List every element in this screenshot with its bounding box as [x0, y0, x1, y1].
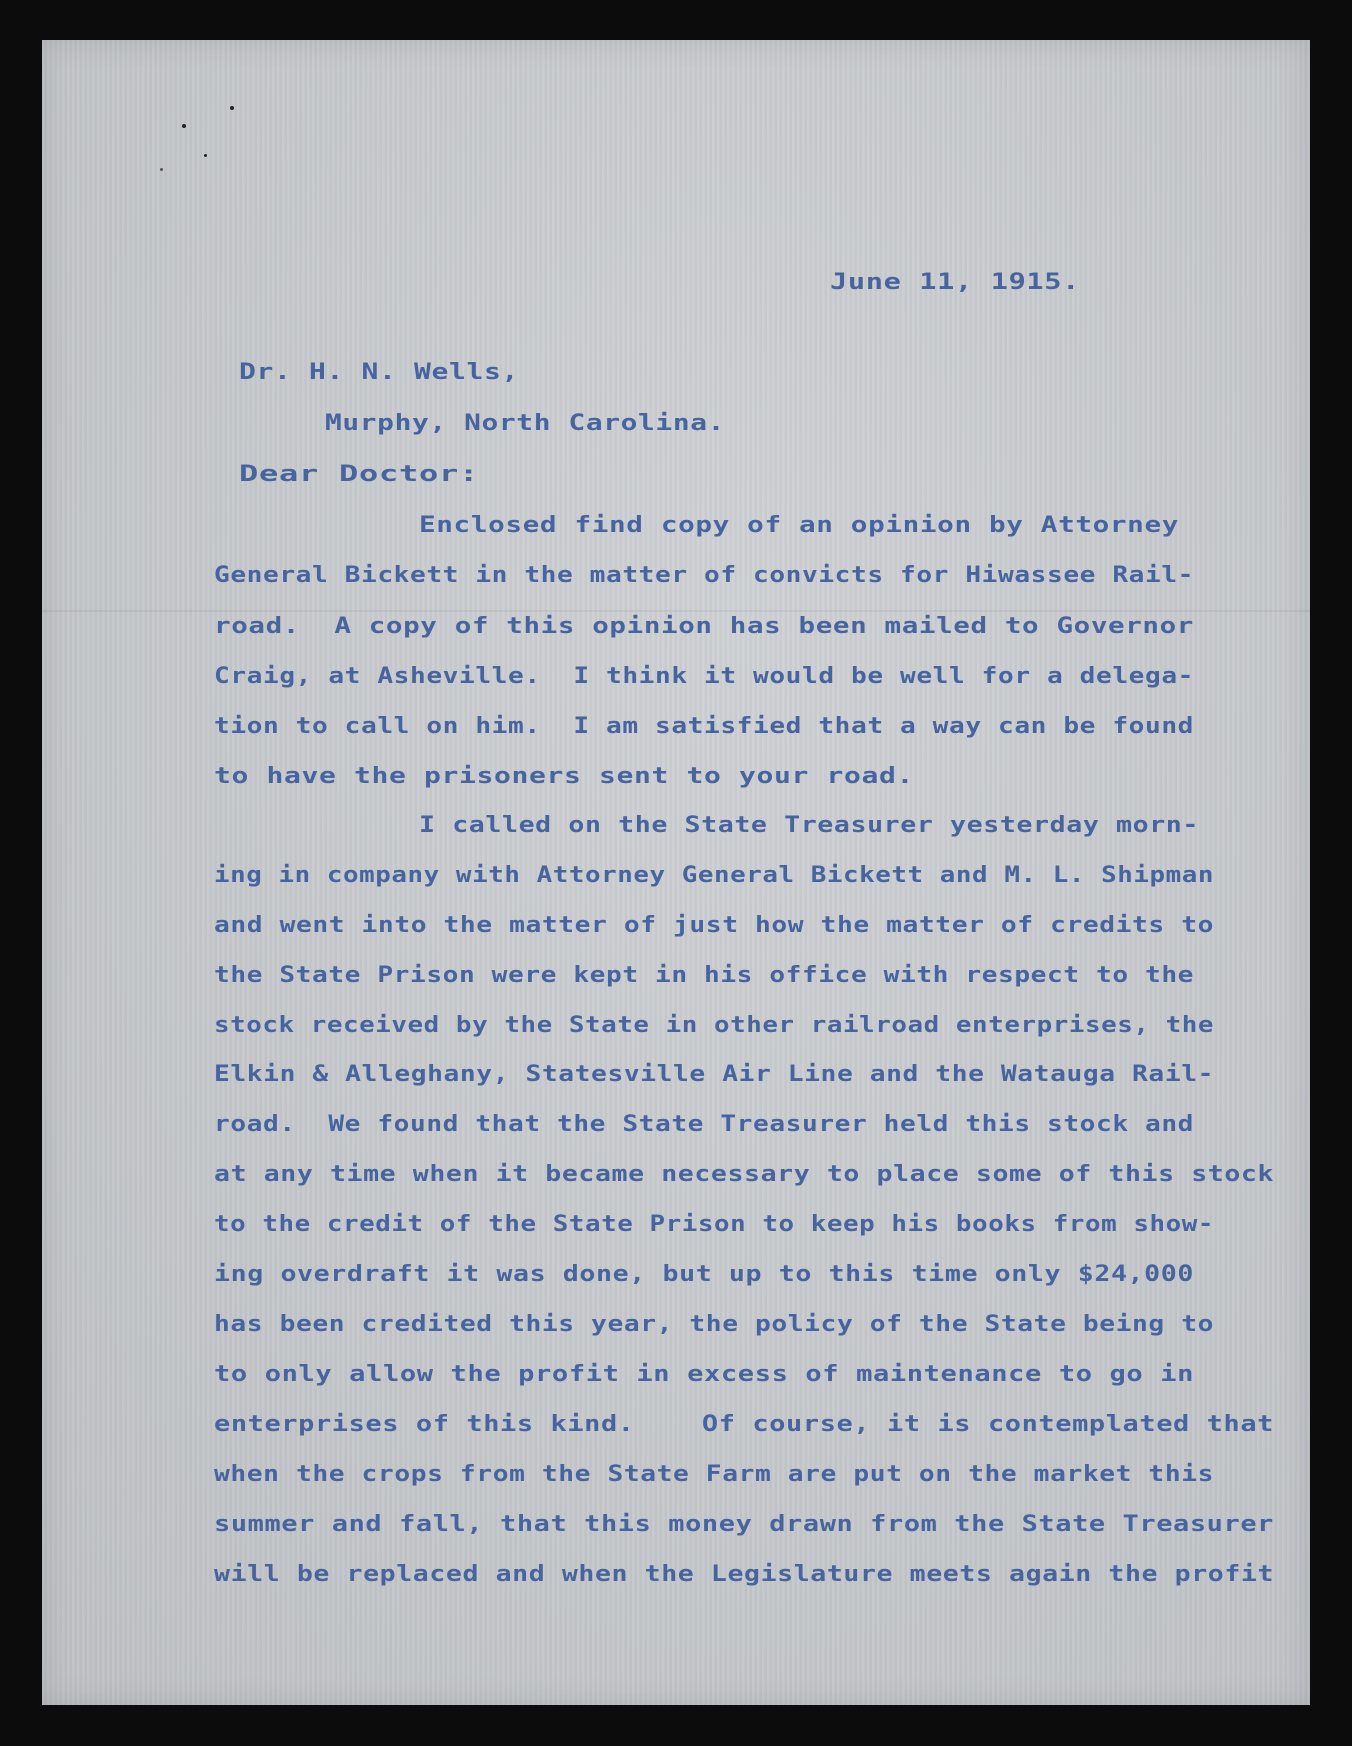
- letter-date: June 11, 1915.: [830, 270, 1080, 295]
- body-line: has been credited this year, the policy of the State being to: [214, 1312, 1214, 1337]
- body-line: the State Prison were kept in his office with respect to the: [214, 963, 1194, 988]
- ink-speck: [204, 154, 207, 157]
- body-line: summer and fall, that this money drawn from the State Treasurer: [214, 1512, 1274, 1537]
- body-line: Elkin & Alleghany, Statesville Air Line and the Watauga Rail-: [214, 1062, 1214, 1087]
- body-line: I called on the State Treasurer yesterday morn-: [419, 813, 1199, 838]
- body-line: General Bickett in the matter of convicts for Hiwassee Rail-: [214, 563, 1194, 588]
- letter-page: [42, 40, 1310, 1705]
- body-line: when the crops from the State Farm are put on the market this: [214, 1462, 1214, 1487]
- body-line: to the credit of the State Prison to keep his books from show-: [214, 1212, 1214, 1237]
- recipient-address: Murphy, North Carolina.: [325, 411, 725, 436]
- body-line: ing in company with Attorney General Bickett and M. L. Shipman: [214, 863, 1214, 888]
- body-line: road. A copy of this opinion has been mailed to Governor: [214, 614, 1194, 639]
- body-line: stock received by the State in other railroad enterprises, the: [214, 1013, 1214, 1038]
- ink-speck: [230, 106, 234, 110]
- recipient-name: Dr. H. N. Wells,: [239, 360, 519, 385]
- body-line: to have the prisoners sent to your road.: [214, 764, 914, 789]
- ink-speck: [160, 168, 163, 171]
- body-line: will be replaced and when the Legislature meets again the profit: [214, 1562, 1274, 1587]
- body-line: Craig, at Asheville. I think it would be well for a delega-: [214, 664, 1194, 689]
- ink-speck: [182, 124, 186, 128]
- body-line: to only allow the profit in excess of maintenance to go in: [214, 1362, 1194, 1387]
- body-line: ing overdraft it was done, but up to this time only $24,000: [214, 1262, 1194, 1287]
- body-line: Enclosed find copy of an opinion by Attorney: [419, 513, 1179, 538]
- body-line: and went into the matter of just how the matter of credits to: [214, 913, 1214, 938]
- body-line: enterprises of this kind. Of course, it is contemplated that: [214, 1412, 1274, 1437]
- body-line: tion to call on him. I am satisfied that a way can be found: [214, 714, 1194, 739]
- paper-fold-line: [42, 610, 1310, 612]
- body-line: at any time when it became necessary to place some of this stock: [214, 1162, 1274, 1187]
- body-line: road. We found that the State Treasurer held this stock and: [214, 1112, 1194, 1137]
- salutation: Dear Doctor:: [239, 462, 479, 487]
